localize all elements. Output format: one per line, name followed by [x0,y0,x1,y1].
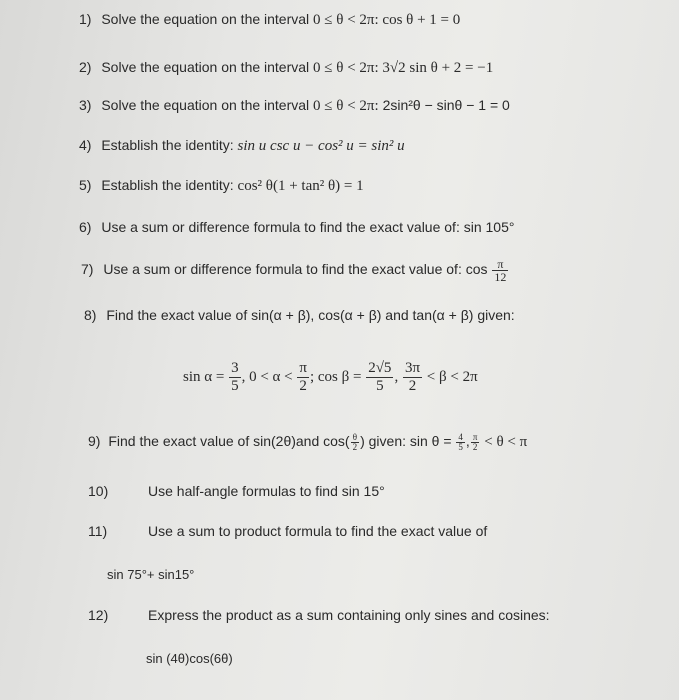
problem-text: Establish the identity: [101,137,234,153]
problem-number: 5) [79,177,92,193]
expression-text: sin 75°+ sin15° [107,567,195,582]
problem-number: 7) [81,261,94,278]
problem-number: 12) [88,607,109,623]
problem-4 [79,136,405,155]
problem-text: Express the product as a sum containing only sines and cosines: [148,607,550,623]
problem-2 [79,58,493,77]
given-alpha-range: , 0 < α < [241,368,293,385]
problem-6 [79,218,514,236]
problem-12 [88,606,668,624]
problem-text: Use a sum or difference formula to find the exact value of: sin 105° [101,219,515,235]
problem-number: 3) [79,97,92,113]
problem-number: 6) [79,219,92,235]
fraction-pi-over-2: $\frac{\pi}{2}$ [299,360,307,394]
problem-11-expression [107,566,194,584]
problem-text: Solve the equation on the interval [101,11,310,27]
problem-text-given: ) given: sin θ = [360,433,452,449]
problem-5 [79,176,364,195]
fraction-3pi-over-2: $\frac{3\pi}{2}$ [404,360,421,394]
problem-12-expression [146,650,233,668]
problem-comma: , [465,433,470,449]
fraction-4-over-5: $\frac{4}{5}$ [458,431,463,452]
given-sin-alpha-label: sin α = [183,368,225,385]
problem-number: 4) [79,137,92,153]
problem-text: Solve the equation on the interval [101,59,310,75]
problem-text: Use a sum or difference formula to find the exact value of: cos [103,261,488,278]
problem-math: 0 ≤ θ < 2π: cos θ + 1 = 0 [313,12,461,28]
problem-number: 1) [79,11,92,27]
problem-math: sin u csc u − cos² u = sin² u [237,138,405,154]
fraction-pi-over-2-small: $\frac{\pi}{2}$ [472,431,478,452]
problem-number: 10) [88,483,109,499]
problem-8 [84,306,515,324]
problem-number: 2) [79,59,92,75]
problem-number: 8) [84,307,97,323]
problem-math: 0 ≤ θ < 2π: 3√2 sin θ + 2 = −1 [313,60,494,76]
problem-text: Solve the equation on the interval [101,97,310,113]
problem-text: Use a sum to product formula to find the exact value of [148,523,488,539]
problem-text: Find the exact value of sin(2θ)and cos( [108,433,350,449]
problem-text: Establish the identity: [101,177,234,193]
problem-10 [88,482,648,500]
problem-number: 11) [88,523,108,539]
problem-9 [88,432,527,452]
problem-3 [79,96,510,115]
problem-number: 9) [88,433,101,449]
problem-text: Find the exact value of sin(α + β), cos(α + β) and tan(α + β) given: [106,307,515,323]
problem-8-given [183,360,478,395]
problem-theta-range: < θ < π [484,434,528,450]
problem-math: cos² θ(1 + tan² θ) = 1 [237,178,364,194]
problem-1 [79,10,460,29]
given-cos-beta-label: ; cos β = [309,368,362,385]
fraction-2root5-over-5: $\frac{2√5}{5}$ [368,360,392,394]
expression-text: sin (4θ)cos(6θ) [146,651,233,666]
fraction-3-over-5: $\frac{3}{5}$ [231,360,239,394]
fraction-pi-over-12: $\frac{\pi}{12}$ [494,257,507,284]
problem-7 [81,258,509,283]
problem-math: 0 ≤ θ < 2π: [313,98,379,114]
problem-math-equation: 2sin²θ − sinθ − 1 = 0 [382,97,510,113]
problem-11 [88,522,648,540]
problem-text: Use half-angle formulas to find sin 15° [148,483,385,499]
fraction-theta-over-2: $\frac{\theta}{2}$ [352,431,358,452]
given-beta-range: < β < 2π [426,368,478,385]
given-comma: , [394,368,399,385]
